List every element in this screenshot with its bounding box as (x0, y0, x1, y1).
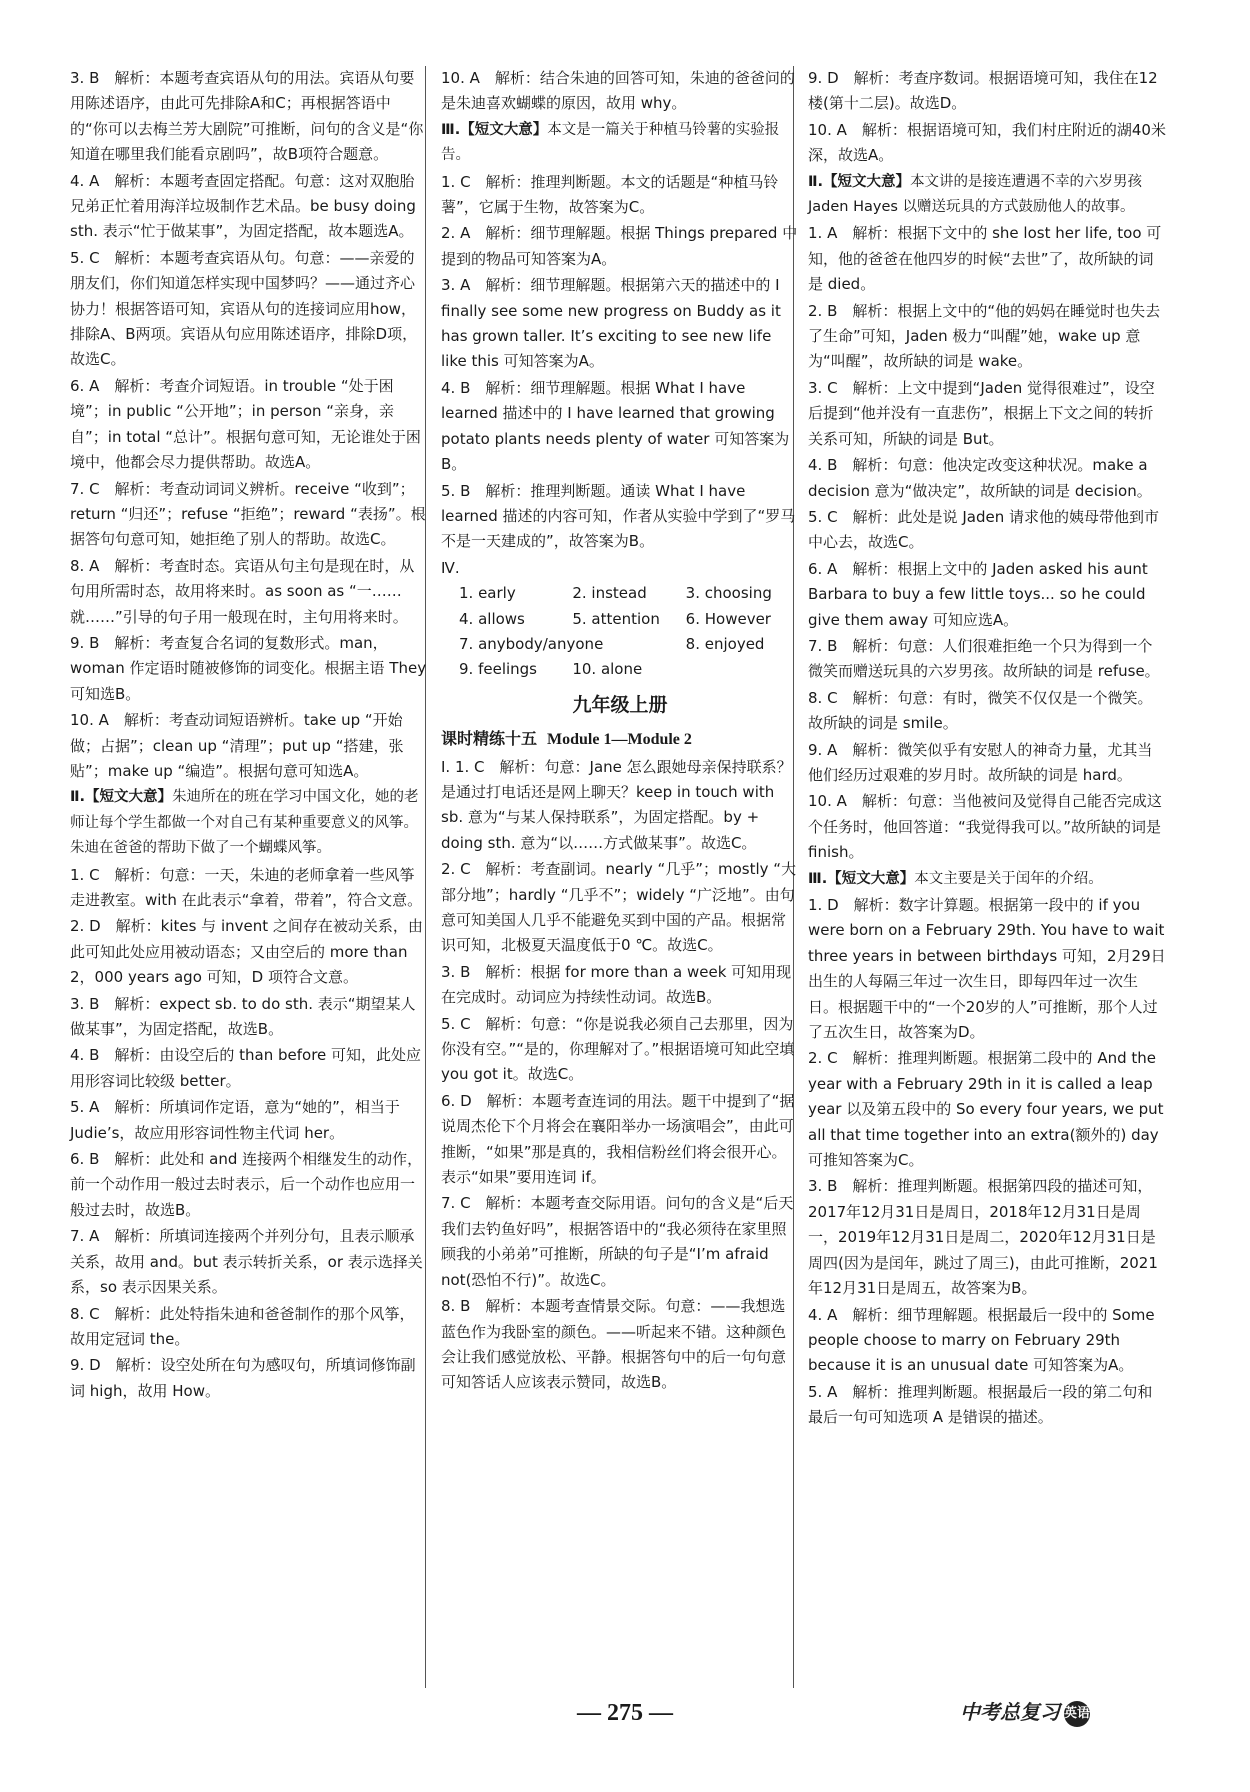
answer-item: 9. A 解析：微笑似乎有安慰人的神奇力量，尤其当他们经历过艰难的岁月时。故所缺的词是 hard。 (808, 740, 1153, 784)
answer-item: 5. B 解析：推理判断题。通读 What I have learned 描述的内容可知，作者从实验中学到了“罗马不是一天建成的”，故答案为B。 (441, 481, 796, 551)
section-tag: Ⅱ.【短文大意】 (808, 173, 911, 190)
answer-item: 7. B 解析：句意：人们很难拒绝一个只为得到一个微笑而赠送玩具的六岁男孩。故所缺的词是 refuse。 (808, 636, 1160, 681)
answer-item: 5. C 解析：本题考查宾语从句。句意：——亲爱的朋友们，你们知道怎样实现中国梦吗？——通过齐心协力！根据答语可知，宾语从句的连接词应用how，排除A、B两项。宾语从句应用陈述语序，排除D项，故选C。 (70, 248, 418, 369)
section-heading: 九年级上册 (572, 693, 668, 716)
answer-item: 9. D 解析：设空处所在句为感叹句，所填词修饰副词 high，故用 How。 (70, 1356, 416, 1400)
fill-answer: 9. feelings (459, 660, 537, 679)
answer-item: 3. B 解析：推理判断题。根据第四段的描述可知，2017年12月31日是周日，2018年12月31日是周一，2019年12月31日是周二，2020年12月31日是周四(因为是闰年，跳过了周三)，由此可推断，2021年12月31日是周五，故答案为B。 (808, 1177, 1158, 1298)
column-right (808, 66, 1166, 1432)
answer-item: 6. A 解析：根据上文中的 Jaden asked his aunt Barbara to buy a few little toys... so he could give them away 可知应选A。 (808, 559, 1148, 629)
section-tag: Ⅱ.【短文大意】 (70, 789, 173, 806)
answer-item: 3. B 解析：本题考查宾语从句的用法。宾语从句要用陈述语序，由此可先排除A和C；再根据答语中的“你可以去梅兰芳大剧院”可推断，问句的含义是“你知道在哪里我们能看京剧吗”，故B项符合题意。 (70, 69, 424, 164)
answer-item: 3. C 解析：上文中提到“Jaden 觉得很难过”，设空后提到“他并没有一直悲伤”，根据上下文之间的转折关系可知，所缺的词是 But。 (808, 378, 1155, 448)
answer-item: 8. C 解析：句意：有时，微笑不仅仅是一个微笑。故所缺的词是 smile。 (808, 688, 1153, 733)
answer-item: 10. A 解析：根据语境可知，我们村庄附近的湖40米深，故选A。 (808, 120, 1166, 165)
answer-item: 10. A 解析：结合朱迪的回答可知，朱迪的爸爸问的是朱迪喜欢蝴蝶的原因，故用 why。 (441, 69, 795, 113)
answer-item: 1. C 解析：句意：一天，朱迪的老师拿着一些风筝走进教室。with 在此表示“拿着，带着”，符合文意。 (70, 865, 423, 909)
answer-item: 3. B 解析：根据 for more than a week 可知用现在完成时。动词应为持续性动词。故选B。 (441, 962, 792, 1007)
answer-item: 4. A 解析：本题考查固定搭配。句意：这对双胞胎兄弟正忙着用海洋垃圾制作艺术品。be busy doing sth. 表示“忙于做某事”，为固定搭配，故本题选A。 (70, 171, 416, 241)
section-tag: Ⅲ.【短文大意】 (441, 121, 548, 138)
answer-item: 6. A 解析：考查介词短语。in trouble “处于困境”；in public “公开地”；in person “亲身，亲自”；in total “总计”。根据句意可知，无论谁处于困境中，他都会尽力提供帮助。故选A。 (70, 376, 421, 472)
answer-item: 4. A 解析：细节理解题。根据最后一段中的 Some people choose to marry on February 29th because it is an unusual date 可知答案为A。 (808, 1305, 1155, 1375)
answer-item: 5. C 解析：此处是说 Jaden 请求他的姨母带他到市中心去，故选C。 (808, 507, 1159, 552)
section-tag: Ⅲ.【短文大意】 (808, 870, 915, 887)
page-number: — 275 — (577, 1700, 673, 1726)
answer-item: 2. C 解析：推理判断题。根据第二段中的 And the year with a February 29th in it is called a leap year 以及第五段中的 So every four years, we put all that time together into an extra(额外的) day 可推知答案为C。 (808, 1049, 1164, 1170)
brand-logo (960, 1696, 1090, 1727)
fill-answer: 1. early (459, 584, 516, 603)
answer-item: 5. A 解析：所填词作定语，意为“她的”，相当于 Judie’s，故应用形容词性物主代词 her。 (70, 1098, 400, 1142)
lesson-title-en: Module 1—Module 2 (547, 731, 692, 749)
answer-item: 5. A 解析：推理判断题。根据最后一段的第二句和最后一句可知选项 A 是错误的描述。 (808, 1382, 1153, 1427)
fill-answer: 3. choosing (685, 584, 772, 603)
column-middle (441, 66, 799, 1397)
answer-item: 2. D 解析：kites 与 invent 之间存在被动关系，由此可知此处应用被动语态；又由空后的 more than 2，000 years ago 可知，D 项符合文意。 (70, 917, 423, 987)
answer-item: 1. D 解析：数字计算题。根据第一段中的 if you were born on a February 29th. You have to wait three years in between birthdays 可知，2月29日出生的人每隔三年过一次生日，即每四年过一次生日。根据题干中的“一个20岁的人”可推断，那个人过了五次生日，故答案为D。 (808, 896, 1166, 1042)
passage-summary (70, 785, 428, 861)
answer-item: 4. B 解析：由设空后的 than before 可知，此处应用形容词比较级 better。 (70, 1046, 422, 1090)
answer-item: 2. C 解析：考查副词。nearly “几乎”；mostly “大部分地”；hardly “几乎不”；widely “广泛地”。由句意可知美国人几乎不能避免买到中国的产品。根据常识可知，北极夏天温度低于0 ℃。故选C。 (441, 860, 797, 955)
answer-item: 9. D 解析：考查序数词。根据语境可知，我住在12楼(第十二层)。故选D。 (808, 69, 1158, 113)
answer-item: 4. B 解析：细节理解题。根据 What I have learned 描述中的 I have learned that growing potato plants needs plenty of water 可知答案为B。 (441, 378, 790, 474)
answer-item: 5. C 解析：句意：“你是说我必须自己去那里，因为你没有空。”“是的，你理解对了。”根据语境可知此空填 you got it。故选C。 (441, 1014, 795, 1084)
answer-item: 2. A 解析：细节理解题。根据 Things prepared 中提到的物品可知答案为A。 (441, 224, 798, 268)
answer-item: 1. C 解析：推理判断题。本文的话题是“种植马铃薯”，它属于生物，故答案为C。 (441, 172, 779, 217)
summary-text: 朱迪所在的班在学习中国文化，她的老师让每个学生都做一个对自己有某种重要意义的风筝。朱迪在爸爸的帮助下做了一个蝴蝶风筝。 (70, 789, 419, 857)
answer-item: 8. A 解析：考查时态。宾语从句主句是现在时，从句用所需时态，故用将来时。as soon as “一……就……”引导的句子用一般现在时，主句用将来时。 (70, 556, 415, 626)
summary-text: 本文主要是关于闰年的介绍。 (914, 870, 1103, 887)
lesson-title-cn: 课时精练十五 (441, 729, 538, 749)
answer-item: 3. A 解析：细节理解题。根据第六天的描述中的 I finally see some new progress on Buddy as it has grown taller. It’s exciting to see new life like this 可知答案为A。 (441, 276, 781, 371)
answer-item: 9. B 解析：考查复合名词的复数形式。man，woman 作定语时随被修饰的词变化。根据主语 They 可知选B。 (70, 633, 427, 703)
fill-answer: 2. instead (572, 584, 647, 603)
answer-item: 3. B 解析：expect sb. to do sth. 表示“期望某人做某事”，为固定搭配，故选B。 (70, 994, 416, 1039)
answer-item: 10. A 解析：考查动词短语辨析。take up “开始做；占据”；clean up “清理”；put up “搭建，张贴”；make up “编造”。根据句意可知选A。 (70, 711, 404, 780)
brand-text: 中考总复习 (960, 1700, 1060, 1724)
passage-summary (441, 118, 799, 169)
answer-item: 10. A 解析：句意：当他被问及觉得自己能否完成这个任务时，他回答道：“我觉得我可以。”故所缺的词是 finish。 (808, 792, 1162, 862)
answer-item: Ⅰ. 1. C 解析：句意：Jane 怎么跟她母亲保持联系？是通过打电话还是网上聊天？keep in touch with sb. 意为“与某人保持联系”，为固定搭配。by + doing sth. 意为“以……方式做某事”。故选C。 (441, 757, 792, 852)
fill-answer: 5. attention (572, 609, 660, 628)
answer-item: 1. A 解析：根据下文中的 she lost her life, too 可知，他的爸爸在他四岁的时候“去世”了，故所缺的词是 died。 (808, 224, 1162, 294)
fill-answer: 7. anybody/anyone (459, 634, 604, 653)
answer-item: 6. B 解析：此处和 and 连接两个相继发生的动作，前一个动作用一般过去时表示，后一个动作也应用一般过去时，故选B。 (70, 1150, 423, 1219)
answer-item: 8. C 解析：此处特指朱迪和爸爸制作的那个风筝，故用定冠词 the。 (70, 1304, 415, 1348)
answer-item: 4. B 解析：句意：他决定改变这种状况。make a decision 意为“做决定”，故所缺的词是 decision。 (808, 456, 1152, 500)
section-tag: Ⅳ. (441, 558, 460, 577)
answer-item: 2. B 解析：根据上文中的“他的妈妈在睡觉时也失去了生命”可知，Jaden 极力“叫醒”她，wake up 意为“叫醒”，故所缺的词是 wake。 (808, 301, 1161, 371)
summary-text: 本文是一篇关于种植马铃薯的实验报告。 (441, 121, 780, 164)
fill-answer: 6. However (685, 609, 771, 628)
answer-item: 7. A 解析：所填词连接两个并列分句，且表示顺承关系，故用 and。but 表示转折关系，or 表示选择关系，so 表示因果关系。 (70, 1227, 423, 1297)
answer-item: 8. B 解析：本题考查情景交际。句意：——我想选蓝色作为我卧室的颜色。——听起来不错。这种颜色会让我们感觉放松、平静。根据答句中的后一句句意可知答话人应该表示赞同，故选B。 (441, 1297, 787, 1392)
answer-item: 7. C 解析：本题考查交际用语。问句的含义是“后天我们去钓鱼好吗”，根据答语中的“我必须待在家里照顾我的小弟弟”可推断，所缺的句子是“I’m afraid not(恐怕不行)”。故选C。 (441, 1194, 794, 1289)
fill-in-answers (441, 556, 799, 683)
column-left (70, 66, 428, 1405)
answer-item: 6. D 解析：本题考查连词的用法。题干中提到了“据说周杰伦下个月将会在襄阳举办一场演唱会”，由此可推断，“如果”那是真的，我相信粉丝们将会很开心。表示“如果”要用连词 if。 (441, 1091, 795, 1187)
answer-item: 7. C 解析：考查动词词义辨析。receive “收到”；return “归还”；refuse “拒绝”；reward “表扬”。根据答句句意可知，她拒绝了别人的帮助。故选C。 (70, 479, 426, 549)
fill-answer: 8. enjoyed (685, 634, 765, 653)
passage-summary (808, 867, 1166, 892)
fill-answer: 10. alone (572, 660, 643, 679)
summary-text: 本文讲的是接连遭遇不幸的六岁男孩 Jaden Hayes 以赠送玩具的方式鼓励他人的故事。 (808, 173, 1143, 216)
fill-answer: 4. allows (459, 609, 525, 628)
passage-summary (808, 170, 1166, 221)
lesson-title (441, 726, 799, 752)
subject-badge: 英语 (1064, 1701, 1090, 1727)
